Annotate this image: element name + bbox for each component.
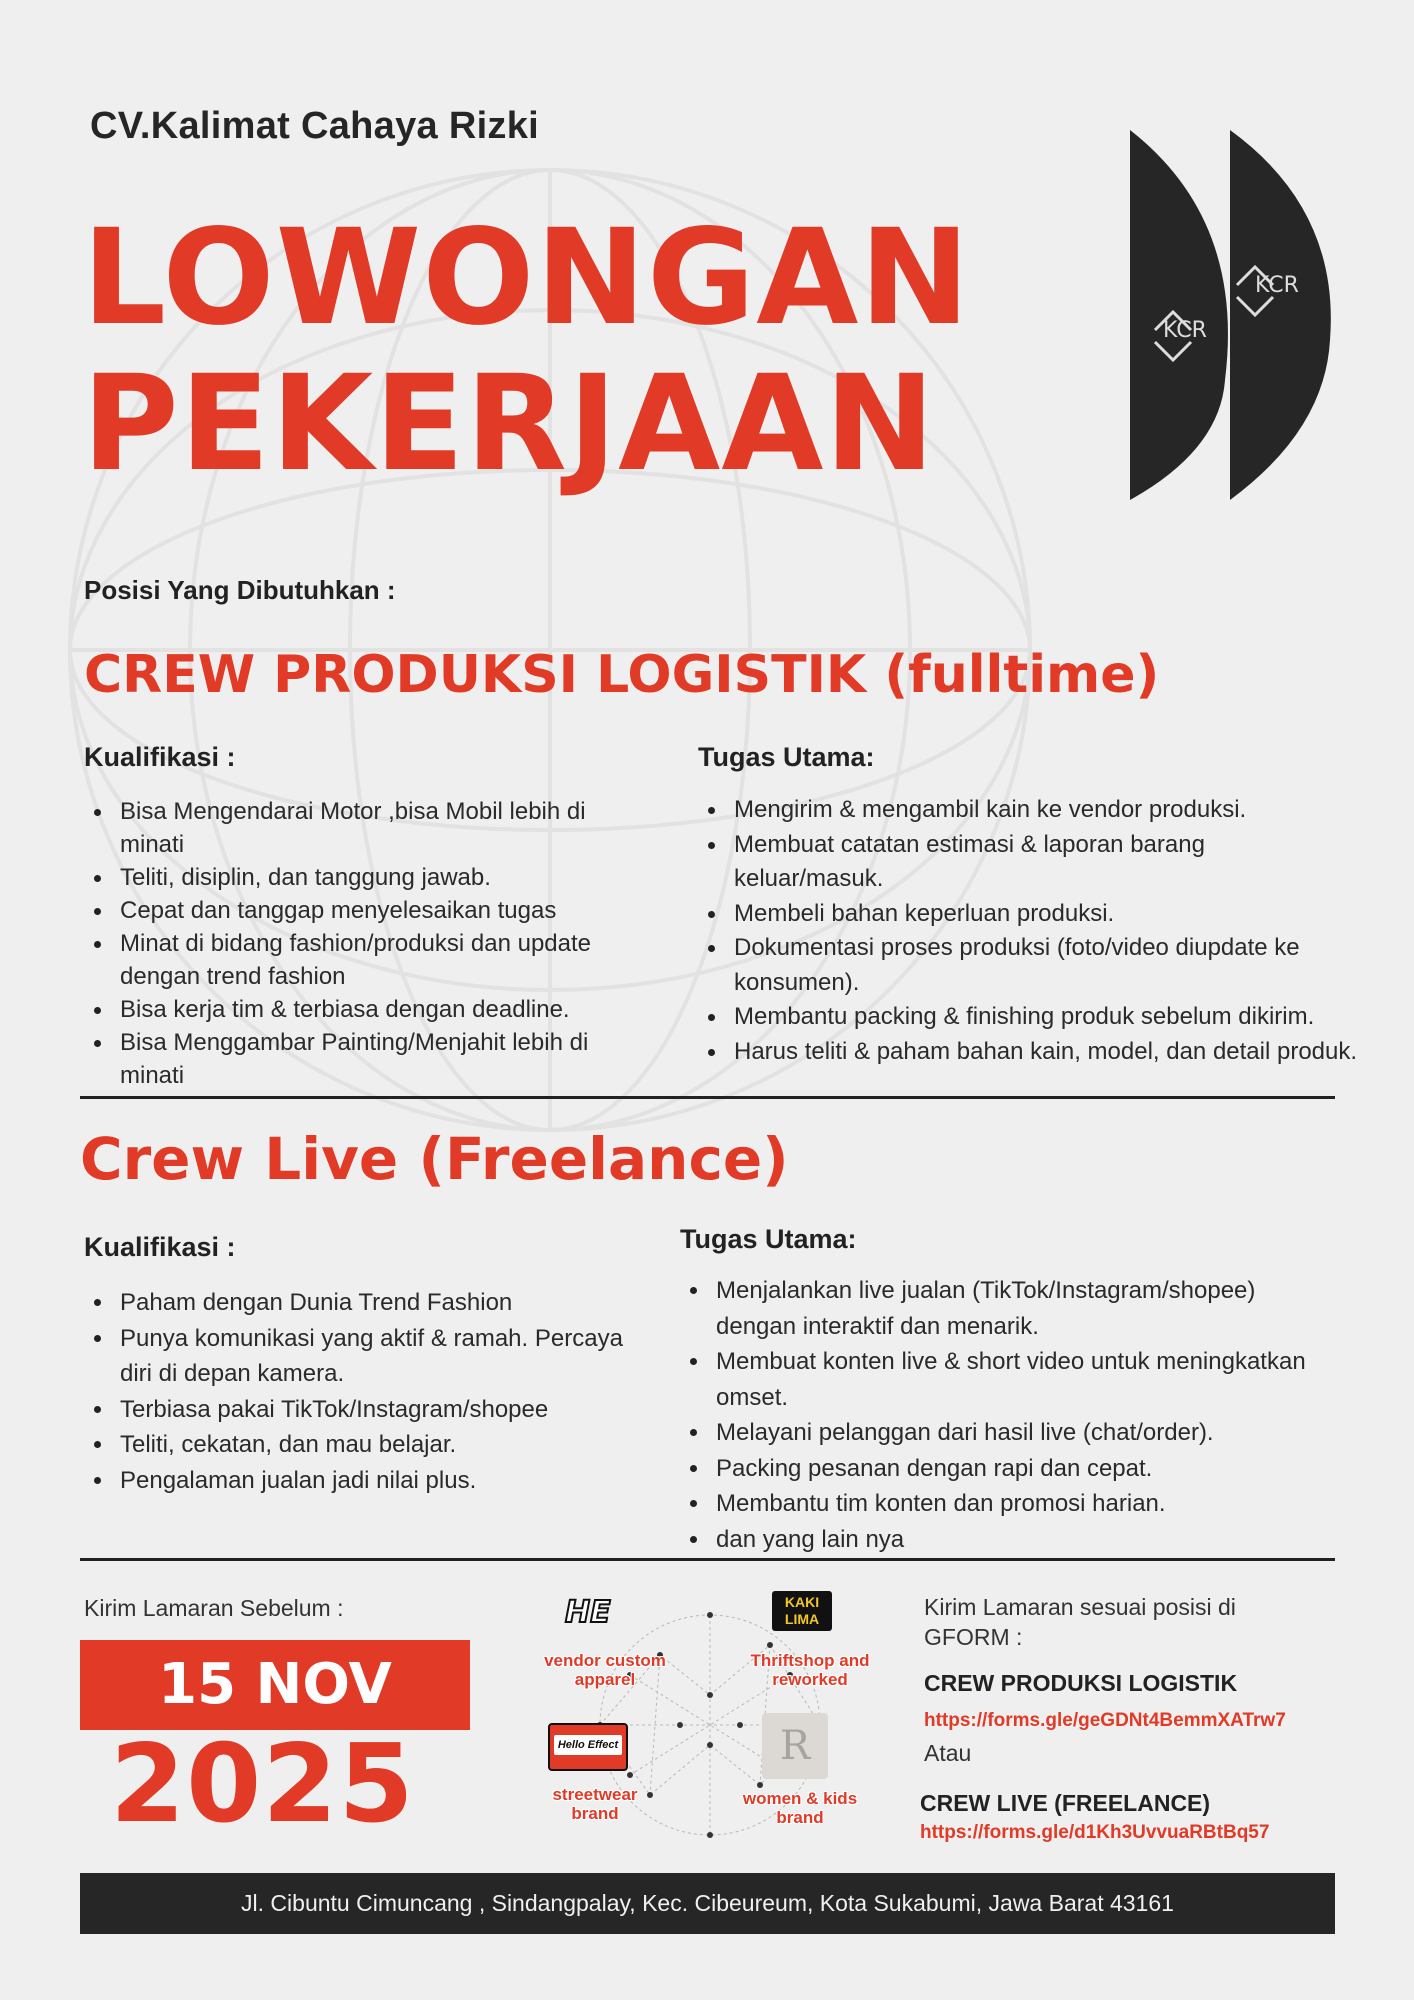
list-item: Cepat dan tanggap menyelesaikan tugas <box>84 894 644 927</box>
list-item: Membeli bahan keperluan produksi. <box>698 897 1358 932</box>
he-logo-icon: HE <box>565 1595 611 1630</box>
form1-label: CREW PRODUKSI LOGISTIK <box>924 1670 1238 1696</box>
logo-shape-right <box>1230 130 1331 500</box>
divider <box>80 1096 1335 1099</box>
list-item: Membantu tim konten dan promosi harian. <box>680 1486 1340 1522</box>
section2-tugas-label: Tugas Utama: <box>680 1224 857 1254</box>
section2-kualifikasi <box>84 1232 644 1498</box>
headline-line-1: LOWONGAN <box>82 201 971 355</box>
section1-tugas <box>698 742 1368 1069</box>
brand-network <box>530 1585 890 1845</box>
list-item: Minat di bidang fashion/produksi dan update dengan trend fashion <box>84 927 644 993</box>
brand-caption: women & kids brand <box>742 1789 858 1827</box>
logo-shape-left <box>1130 130 1228 500</box>
list-item: Paham dengan Dunia Trend Fashion <box>84 1285 644 1321</box>
brand-caption: Thriftshop and reworked <box>750 1651 870 1689</box>
list-item: Membuat konten live & short video untuk meningkatkan omset. <box>680 1344 1340 1415</box>
section1-kualifikasi-list <box>84 795 644 1092</box>
hello-effect-logo-icon <box>548 1723 628 1771</box>
list-item: Punya komunikasi yang aktif & ramah. Percaya diri di depan kamera. <box>84 1321 644 1392</box>
hello-effect-logo-text: Hello Effect <box>554 1735 622 1755</box>
section1-kualifikasi-label: Kualifikasi : <box>84 742 236 772</box>
deadline-label: Kirim Lamaran Sebelum : <box>84 1595 344 1621</box>
posisi-label: Posisi Yang Dibutuhkan : <box>84 575 396 605</box>
section2-tugas-list <box>680 1273 1340 1557</box>
section1-tugas-list <box>698 793 1358 1069</box>
list-item: Teliti, cekatan, dan mau belajar. <box>84 1427 644 1463</box>
brand-caption: streetwear brand <box>552 1785 638 1823</box>
list-item: Membuat catatan estimasi & laporan barang keluar/masuk. <box>698 828 1358 897</box>
r-brand-logo-icon: R <box>762 1713 828 1779</box>
list-item: Dokumentasi proses produksi (foto/video diupdate ke konsumen). <box>698 931 1358 1000</box>
apply-info <box>920 1592 1324 1848</box>
atau-text: Atau <box>924 1740 972 1766</box>
list-item: Harus teliti & paham bahan kain, model, dan detail produk. <box>698 1035 1358 1070</box>
list-item: Bisa Menggambar Painting/Menjahit lebih di minati <box>84 1026 644 1092</box>
section1-kualifikasi <box>84 742 644 1092</box>
divider <box>80 1558 1335 1561</box>
deadline-year: 2025 <box>110 1722 415 1847</box>
section2-kualifikasi-label: Kualifikasi : <box>84 1232 236 1262</box>
list-item: Mengirim & mengambil kain ke vendor produksi. <box>698 793 1358 828</box>
company-name: CV.Kalimat Cahaya Rizki <box>90 105 540 147</box>
list-item: Bisa Mengendarai Motor ,bisa Mobil lebih di minati <box>84 795 644 861</box>
section1-tugas-label: Tugas Utama: <box>698 742 875 772</box>
kcr-text-right: KCR <box>1255 273 1299 298</box>
brand-caption: vendor custom apparel <box>544 1651 666 1689</box>
address-footer: Jl. Cibuntu Cimuncang , Sindangpalay, Kec. Cibeureum, Kota Sukabumi, Jawa Barat 43161 <box>80 1873 1335 1934</box>
list-item: Membantu packing & finishing produk sebelum dikirim. <box>698 1000 1358 1035</box>
section2-tugas <box>680 1224 1340 1557</box>
list-item: dan yang lain nya <box>680 1522 1340 1558</box>
kcr-text-left: KCR <box>1163 318 1207 343</box>
headline <box>82 201 1082 501</box>
list-item: Pengalaman jualan jadi nilai plus. <box>84 1463 644 1499</box>
form1-link[interactable]: https://forms.gle/geGDNt4BemmXATrw7 <box>924 1710 1286 1731</box>
apply-intro: Kirim Lamaran sesuai posisi di GFORM : <box>924 1594 1236 1650</box>
list-item: Menjalankan live jualan (TikTok/Instagram/shopee) dengan interaktif dan menarik. <box>680 1273 1340 1344</box>
list-item: Bisa kerja tim & terbiasa dengan deadline. <box>84 993 644 1026</box>
list-item: Packing pesanan dengan rapi dan cepat. <box>680 1451 1340 1487</box>
list-item: Terbiasa pakai TikTok/Instagram/shopee <box>84 1392 644 1428</box>
kcr-logos <box>1125 130 1335 500</box>
headline-line-2: PEKERJAAN <box>82 347 936 501</box>
kaki-lima-logo-icon: KAKI LIMA <box>772 1591 832 1631</box>
form2-link[interactable]: https://forms.gle/d1Kh3UvvuaRBtBq57 <box>920 1822 1270 1843</box>
section2-title: Crew Live (Freelance) <box>80 1125 789 1193</box>
section1-title: CREW PRODUKSI LOGISTIK (fulltime) <box>84 645 1160 705</box>
form2-label: CREW LIVE (FREELANCE) <box>920 1790 1211 1816</box>
list-item: Teliti, disiplin, dan tanggung jawab. <box>84 861 644 894</box>
section2-kualifikasi-list <box>84 1285 644 1498</box>
list-item: Melayani pelanggan dari hasil live (chat/order). <box>680 1415 1340 1451</box>
deadline-day-month: 15 NOV <box>80 1640 470 1730</box>
